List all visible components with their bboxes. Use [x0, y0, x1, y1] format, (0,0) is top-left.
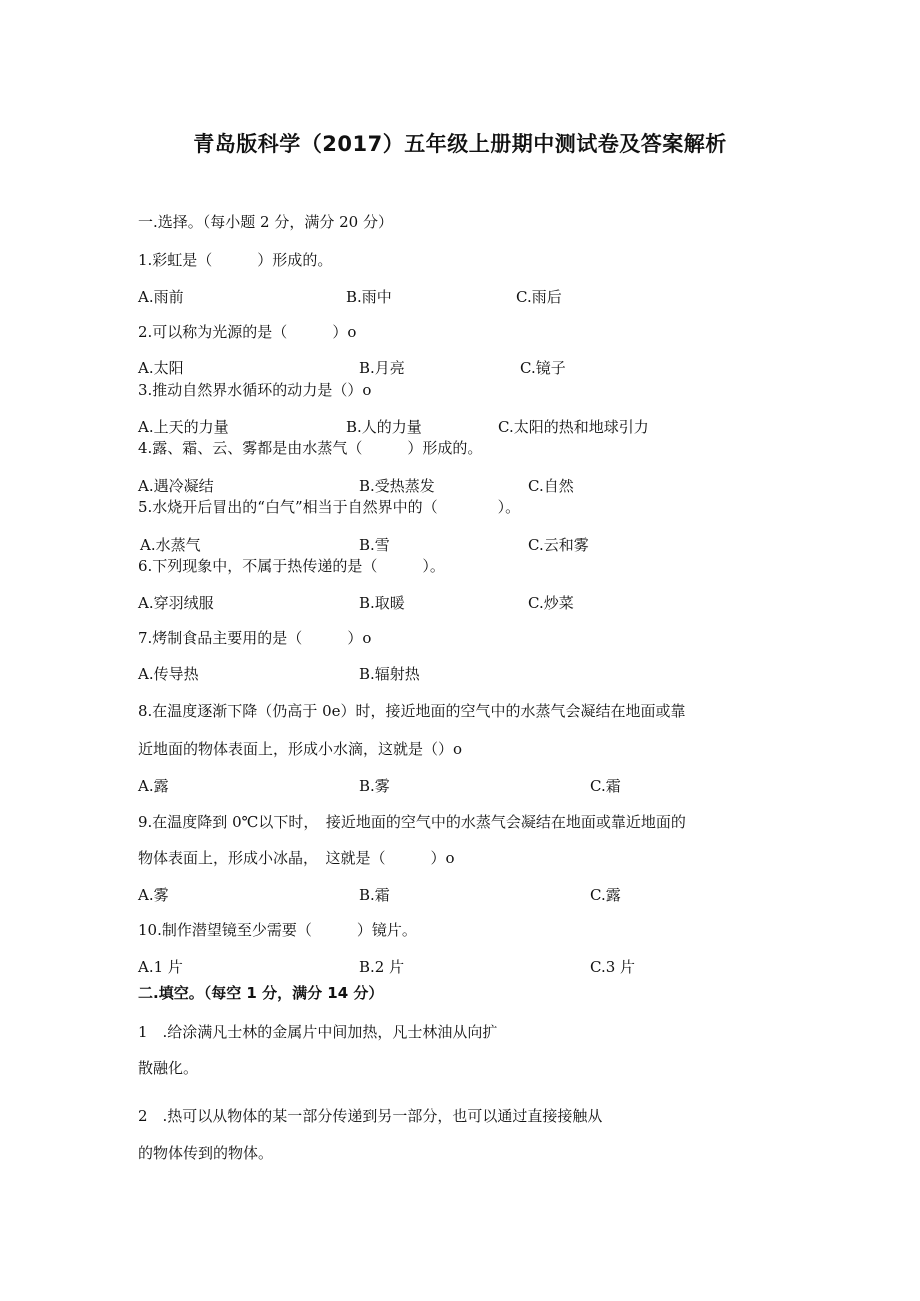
question-8-stem-line-1: 8.在温度逐渐下降（仍高于 0e）时，接近地面的空气中的水蒸气会凝结在地面或靠: [138, 702, 686, 720]
question-7-stem: 7.烤制食品主要用的是（ ）o: [138, 629, 372, 647]
question-1-option-a: A.雨前: [138, 288, 184, 306]
question-4-option-a: A.遇冷凝结: [138, 477, 214, 495]
question-8-option-c: C.霜: [590, 777, 621, 795]
fill-item-2-line-2: 的物体传到的物体。: [138, 1144, 274, 1162]
question-8-option-a: A.露: [138, 777, 169, 795]
question-10-stem: 10.制作潜望镜至少需要（ ）镜片。: [138, 921, 417, 939]
fill-item-1-line-2: 散融化。: [138, 1059, 199, 1077]
question-10-option-c: C.3 片: [590, 958, 636, 976]
question-4-stem: 4.露、霜、云、雾都是由水蒸气（ ）形成的。: [138, 439, 483, 457]
question-9-option-c: C.露: [590, 886, 621, 904]
question-9-option-a: A.雾: [138, 886, 169, 904]
question-1-stem: 1.彩虹是（ ）形成的。: [138, 251, 333, 269]
question-8-option-b: B.雾: [359, 777, 390, 795]
question-7-option-a: A.传导热: [138, 665, 199, 683]
question-3-stem: 3.推动自然界水循环的动力是（）o: [138, 381, 372, 399]
question-6-option-b: B.取暖: [359, 594, 405, 612]
question-9-option-b: B.霜: [359, 886, 390, 904]
question-6-option-a: A.穿羽绒服: [138, 594, 214, 612]
section1-heading: 一.选择。（每小题 2 分，满分 20 分）: [138, 213, 393, 231]
question-7-option-b: B.辐射热: [359, 665, 420, 683]
question-10-option-a: A.1 片: [138, 958, 183, 976]
question-2-stem: 2.可以称为光源的是（ ）o: [138, 323, 357, 341]
fill-item-1-line-1: 1 .给涂满凡士林的金属片中间加热，凡士林油从向扩: [138, 1023, 498, 1041]
question-9-stem-line-2: 物体表面上，形成小冰晶， 这就是（ ）o: [138, 849, 455, 867]
question-1-option-b: B.雨中: [346, 288, 392, 306]
question-3-option-a: A.上天的力量: [138, 418, 229, 436]
question-2-option-a: A.太阳: [138, 359, 184, 377]
question-5-stem: 5.水烧开后冒出的“白气”相当于自然界中的（ ）。: [138, 498, 521, 516]
question-10-option-b: B.2 片: [359, 958, 405, 976]
page-title: 青岛版科学（2017）五年级上册期中测试卷及答案解析: [193, 132, 727, 156]
question-6-option-c: C.炒菜: [528, 594, 574, 612]
question-3-option-c: C.太阳的热和地球引力: [498, 418, 649, 436]
fill-item-2-line-1: 2 .热可以从物体的某一部分传递到另一部分，也可以通过直接接触从: [138, 1107, 603, 1125]
question-2-option-b: B.月亮: [359, 359, 405, 377]
question-4-option-c: C.自然: [528, 477, 574, 495]
question-5-option-b: B.雪: [359, 536, 390, 554]
question-8-stem-line-2: 近地面的物体表面上，形成小水滴，这就是（）o: [138, 740, 463, 758]
question-3-option-b: B.人的力量: [346, 418, 422, 436]
section2-heading: 二.填空。（每空 1 分，满分 14 分）: [138, 984, 384, 1002]
question-6-stem: 6.下列现象中，不属于热传递的是（ ）。: [138, 557, 445, 575]
question-9-stem-line-1: 9.在温度降到 0℃以下时， 接近地面的空气中的水蒸气会凝结在地面或靠近地面的: [138, 813, 686, 831]
question-5-option-c: C.云和雾: [528, 536, 589, 554]
question-5-option-a: A.水蒸气: [140, 536, 201, 554]
question-2-option-c: C.镜子: [520, 359, 566, 377]
question-1-option-c: C.雨后: [516, 288, 562, 306]
question-4-option-b: B.受热蒸发: [359, 477, 435, 495]
